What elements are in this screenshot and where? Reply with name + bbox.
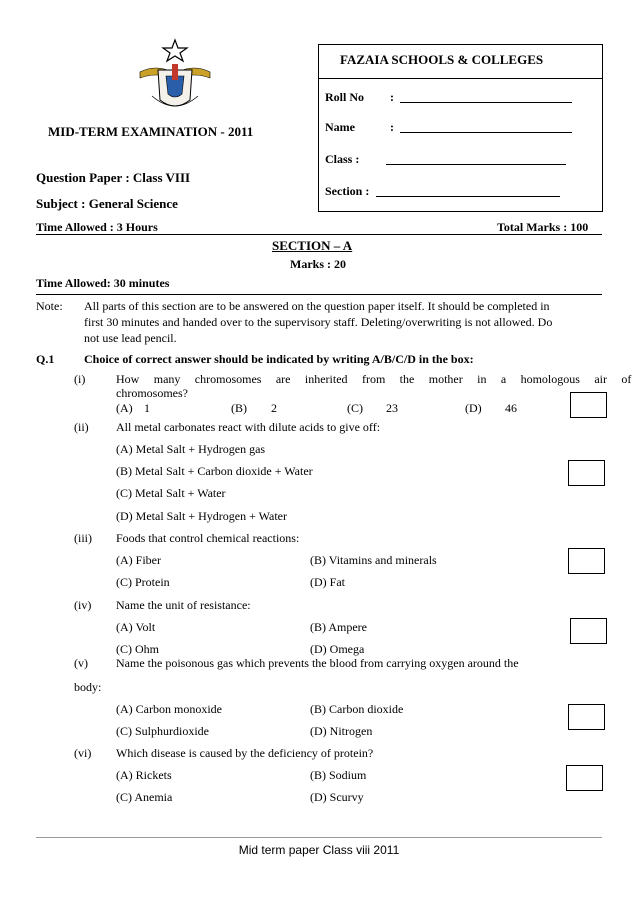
- answer-box[interactable]: [566, 765, 603, 791]
- answer-box[interactable]: [568, 548, 605, 574]
- option-b-label: (B): [231, 401, 247, 415]
- total-marks: Total Marks : 100: [497, 220, 589, 234]
- option-a: (A) Carbon monoxide: [116, 702, 222, 716]
- roll-no-label: Roll No: [325, 90, 364, 104]
- option-a: (A) Rickets: [116, 768, 172, 782]
- name-label: Name: [325, 120, 355, 134]
- option-d: (D) Nitrogen: [310, 724, 373, 738]
- option-c: (C) Protein: [116, 575, 170, 589]
- option-b: (B) Metal Salt + Carbon dioxide + Water: [116, 464, 313, 478]
- answer-box[interactable]: [568, 704, 605, 730]
- option-b: 2: [271, 401, 277, 415]
- option-b: (B) Sodium: [310, 768, 367, 782]
- option-c: (C) Sulphurdioxide: [116, 724, 209, 738]
- subject: Subject : General Science: [36, 196, 178, 211]
- school-logo: [136, 38, 214, 118]
- section-title: SECTION – A: [272, 238, 353, 253]
- question-text-cont: body:: [74, 680, 102, 694]
- option-c: (C) Anemia: [116, 790, 173, 804]
- exam-title: MID-TERM EXAMINATION - 2011: [48, 124, 254, 139]
- answer-box[interactable]: [568, 460, 605, 486]
- option-d: (D) Scurvy: [310, 790, 364, 804]
- option-a: (A) Volt: [116, 620, 156, 634]
- answer-box[interactable]: [570, 392, 607, 418]
- question-number: (vi): [74, 746, 92, 760]
- option-c: (C) Ohm: [116, 642, 159, 656]
- note-line-2: first 30 minutes and handed over to the supervisory staff. Deleting/overwriting is not allowed. Do: [84, 315, 553, 329]
- question-text: All metal carbonates react with dilute acids to give off:: [116, 420, 381, 434]
- footer-text: Mid term paper Class viii 2011: [238, 843, 400, 857]
- q1-instruction: Choice of correct answer should be indicated by writing A/B/C/D in the box:: [84, 352, 474, 366]
- footer-rule: [36, 837, 602, 838]
- note-line-1: All parts of this section are to be answered on the question paper itself. It should be completed in: [84, 299, 550, 313]
- question-number: (iv): [74, 598, 92, 612]
- name-field[interactable]: [400, 132, 572, 133]
- section-label: Section :: [325, 184, 370, 198]
- option-c: (C) Metal Salt + Water: [116, 486, 226, 500]
- option-d: 46: [505, 401, 517, 415]
- roll-no-field[interactable]: [400, 102, 572, 103]
- question-text: Name the unit of resistance:: [116, 598, 251, 612]
- option-a: (A) Metal Salt + Hydrogen gas: [116, 442, 266, 456]
- school-name: FAZAIA SCHOOLS & COLLEGES: [340, 52, 544, 67]
- question-text: Which disease is caused by the deficiency of protein?: [116, 746, 374, 760]
- box-divider: [318, 78, 603, 79]
- question-number: (v): [74, 656, 88, 670]
- question-number: (ii): [74, 420, 89, 434]
- option-b: (B) Vitamins and minerals: [310, 553, 437, 567]
- option-d: (D) Fat: [310, 575, 345, 589]
- option-b: (B) Ampere: [310, 620, 367, 634]
- section-time: Time Allowed: 30 minutes: [36, 276, 170, 290]
- option-b: (B) Carbon dioxide: [310, 702, 404, 716]
- option-c: 23: [386, 401, 398, 415]
- answer-box[interactable]: [570, 618, 607, 644]
- time-allowed: Time Allowed : 3 Hours: [36, 220, 158, 234]
- question-paper-class: Question Paper : Class VIII: [36, 170, 191, 185]
- section-marks: Marks : 20: [290, 257, 346, 271]
- option-a: 1: [144, 401, 150, 415]
- option-d: (D) Omega: [310, 642, 365, 656]
- option-d: (D) Metal Salt + Hydrogen + Water: [116, 509, 287, 523]
- note-line-3: not use lead pencil.: [84, 331, 177, 345]
- question-text-cont: chromosomes?: [116, 386, 188, 400]
- q1-number: Q.1: [36, 352, 55, 366]
- question-text: How many chromosomes are inherited from the mother in a homologous air of: [116, 372, 632, 386]
- header-rule: [36, 234, 602, 235]
- roll-no-colon: :: [390, 90, 394, 104]
- question-text: Foods that control chemical reactions:: [116, 531, 300, 545]
- name-colon: :: [390, 120, 394, 134]
- option-d-label: (D): [465, 401, 482, 415]
- option-c-label: (C): [347, 401, 363, 415]
- section-field[interactable]: [376, 196, 560, 197]
- section-rule: [36, 294, 602, 295]
- question-number: (i): [74, 372, 86, 386]
- question-text: Name the poisonous gas which prevents the blood from carrying oxygen around the: [116, 656, 519, 670]
- question-number: (iii): [74, 531, 92, 545]
- class-field[interactable]: [386, 164, 566, 165]
- note-label: Note:: [36, 299, 63, 313]
- option-a: (A) Fiber: [116, 553, 161, 567]
- option-a-label: (A): [116, 401, 133, 415]
- class-label: Class :: [325, 152, 360, 166]
